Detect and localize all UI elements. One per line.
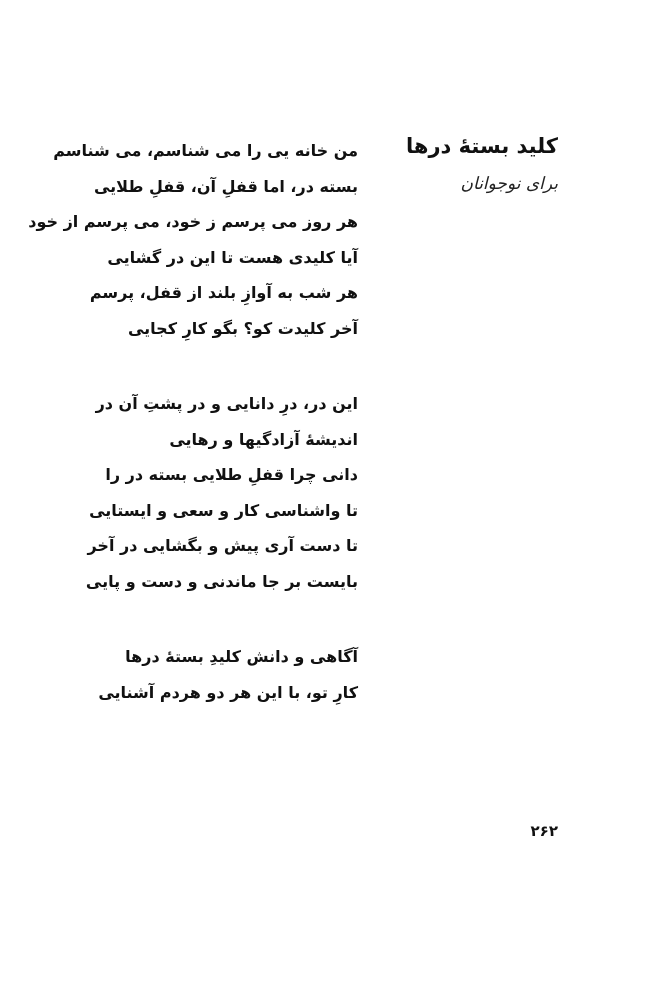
poem-line: دانی چرا قفلِ طلایی بسته در را <box>105 465 358 484</box>
poem-line: آخر کلیدت کو؟ بگو کارِ کجایی <box>127 318 358 338</box>
poem-body <box>28 133 358 710</box>
page-number: ۲۶۲ <box>530 822 558 840</box>
poem-line: بسته در، اما قفلِ آن، قفلِ طلایی <box>93 176 358 196</box>
poem-line: بایست بر جا ماندنی و دست و پایی <box>85 571 358 591</box>
poem-subtitle: برای نوجوانان <box>460 174 558 194</box>
stanza-1 <box>28 133 358 346</box>
poem-heading <box>358 128 558 198</box>
poem-line: اندیشهٔ آزادگیها و رهایی <box>169 429 358 449</box>
poem-line: هر شب به آوازِ بلند از قفل، پرسم <box>89 283 358 302</box>
poem-line: تا دست آری پیش و بگشایی در آخر <box>87 536 358 555</box>
poem-line: آگاهی و دانش کلیدِ بستهٔ درها <box>125 647 358 666</box>
poem-line: هر روز می پرسم ز خود، می پرسم از خود <box>28 212 358 231</box>
poem-line: کارِ تو، با این هر دو هردم آشنایی <box>98 682 358 702</box>
poem-line: این در، درِ دانایی و در پشتِ آن در <box>95 394 358 413</box>
poem-line: آیا کلیدی هست تا این در گشایی <box>107 247 358 267</box>
poem-line: من خانه یی را می شناسم، می شناسم <box>53 141 358 160</box>
poem-title: کلید بستهٔ درها <box>406 134 558 158</box>
stanza-3 <box>58 639 358 710</box>
poem-line: تا واشناسی کار و سعی و ایستایی <box>89 500 358 520</box>
stanza-2 <box>58 386 358 599</box>
